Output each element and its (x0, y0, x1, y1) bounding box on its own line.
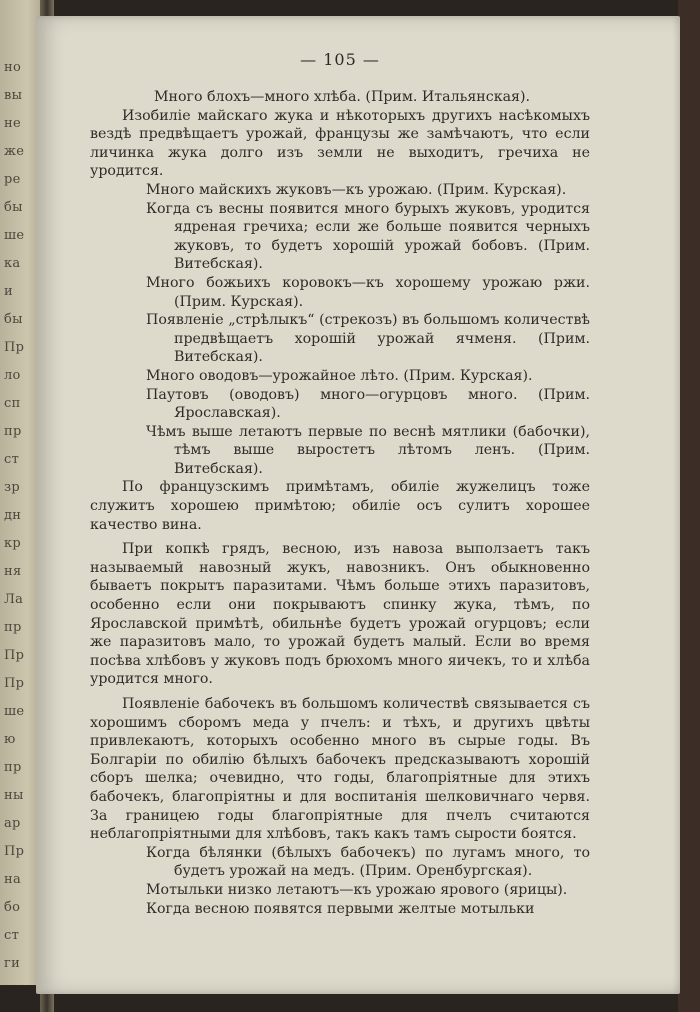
facing-page-fragment: ст (4, 452, 20, 467)
page-number: — 105 — (300, 50, 380, 69)
paragraph: Когда съ весны появится много бурыхъ жуковъ, уродится ядреная гречиха; если же больше появится черныхъ жуковъ, то будетъ хорошій урожай бобовъ. (Прим. Витебская). (146, 200, 590, 273)
facing-page-fragment: ка (4, 256, 21, 271)
paragraph: Когда весною появятся первыми желтые мотыльки (146, 900, 535, 917)
facing-page-fragment: Пр (4, 648, 25, 663)
facing-page-fragment: сп (4, 396, 21, 411)
facing-page-fragment: но (4, 60, 22, 75)
paragraph: Мотыльки низко летаютъ—къ урожаю ярового (ярицы). (146, 881, 568, 898)
paragraph: Чѣмъ выше летаютъ первые по веснѣ мятлики (бабочки), тѣмъ выше выростетъ лѣтомъ ленъ. (Прим. Витебская). (146, 423, 590, 477)
facing-page-fragment: на (4, 872, 22, 887)
facing-page-fragment: ны (4, 788, 24, 803)
facing-page-fragment: Пр (4, 844, 25, 859)
facing-page-fragment: бы (4, 312, 23, 327)
facing-page-fragment: пр (4, 760, 22, 775)
facing-page-fragment: ст (4, 928, 20, 943)
facing-page-fragment: же (4, 144, 25, 159)
facing-page-fragment: ги (4, 956, 21, 971)
paragraph: Изобиліе майскаго жука и нѣкоторыхъ другихъ насѣкомыхъ вездѣ предвѣщаетъ урожай, французы же замѣчаютъ, что если личинка жука долго изъ земли не выходитъ, гречиха не уродится. (90, 107, 590, 180)
facing-page-fragment: Ла (4, 592, 24, 607)
facing-page-fragment: ло (4, 368, 21, 383)
facing-page-fragment: бы (4, 200, 23, 215)
paragraph: Много блохъ—много хлѣба. (Прим. Итальянская). (154, 89, 531, 105)
page-body (90, 88, 590, 918)
facing-page-fragment: ре (4, 172, 21, 187)
facing-page-fragment: пр (4, 620, 22, 635)
facing-page-fragment: ня (4, 564, 22, 579)
facing-page-fragment: кр (4, 536, 22, 551)
paragraph: По французскимъ примѣтамъ, обиліе жужелицъ тоже служитъ хорошею примѣтою; обиліе осъ сулитъ хорошее качество вина. (90, 479, 590, 533)
facing-page-fragment: Пр (4, 676, 25, 691)
paragraph: Паутовъ (оводовъ) много—огурцовъ много. (Прим. Ярославская). (146, 386, 590, 422)
paragraph: Много майскихъ жуковъ—къ урожаю. (Прим. Курская). (146, 181, 567, 198)
facing-page-fragment: ар (4, 816, 21, 831)
facing-page-fragment: Пр (4, 340, 25, 355)
paragraph: Много оводовъ—урожайное лѣто. (Прим. Курская). (146, 367, 533, 384)
facing-page-fragment: бо (4, 900, 21, 915)
paragraph: Много божьихъ коровокъ—къ хорошему урожаю ржи. (Прим. Курская). (146, 274, 590, 310)
facing-page-fragment: зр (4, 480, 21, 495)
facing-page-fragment: дн (4, 508, 22, 523)
facing-page-fragment: пр (4, 424, 22, 439)
facing-page-fragment: не (4, 116, 21, 131)
paragraph: Появленіе бабочекъ въ большомъ количествѣ связывается съ хорошимъ сборомъ меда у пчелъ: и тѣхъ, и другихъ цвѣты привлекаютъ, которыхъ особенно много въ сырые годы. Въ Болгаріи по обилію бѣлыхъ бабочекъ предсказываютъ хорошій сборъ шелка; очевидно, что годы, благопріятные для этихъ бабочекъ, благопріятны и для воспитанія шелковичнаго червя. За границею годы благопріятные для пчелъ считаются неблагопріятными для хлѣбовъ, такъ какъ тамъ сырости боятся. (90, 696, 590, 843)
facing-page-fragment: вы (4, 88, 23, 103)
facing-page-fragment: ше (4, 228, 25, 243)
book-cover-edge (678, 0, 700, 1012)
facing-page-fragment: ше (4, 704, 25, 719)
facing-page-fragment: ю (4, 732, 16, 747)
facing-page-fragment: и (4, 284, 13, 299)
paragraph: Появленіе „стрѣлыкъ“ (стрекозъ) въ большомъ количествѣ предвѣщаетъ хорошій урожай ячменя. (Прим. Витебская). (146, 312, 590, 366)
paragraph: Когда бѣлянки (бѣлыхъ бабочекъ) по лугамъ много, то будетъ урожай на медъ. (Прим. Оренбургская). (146, 844, 590, 880)
paragraph: При копкѣ грядъ, весною, изъ навоза выползаетъ такъ называемый навозный жукъ, навозникъ. Онъ обыкновенно бываетъ покрытъ паразитами. Чѣмъ больше этихъ паразитовъ, особенно если они покрываютъ спинку жука, тѣмъ, по Ярославской примѣтѣ, обильнѣе будетъ урожай огурцовъ; если же паразитовъ мало, то урожай будетъ малый. Если во время посѣва хлѣбовъ у жуковъ подъ брюхомъ много яичекъ, то и хлѣба уродится много. (90, 541, 590, 688)
